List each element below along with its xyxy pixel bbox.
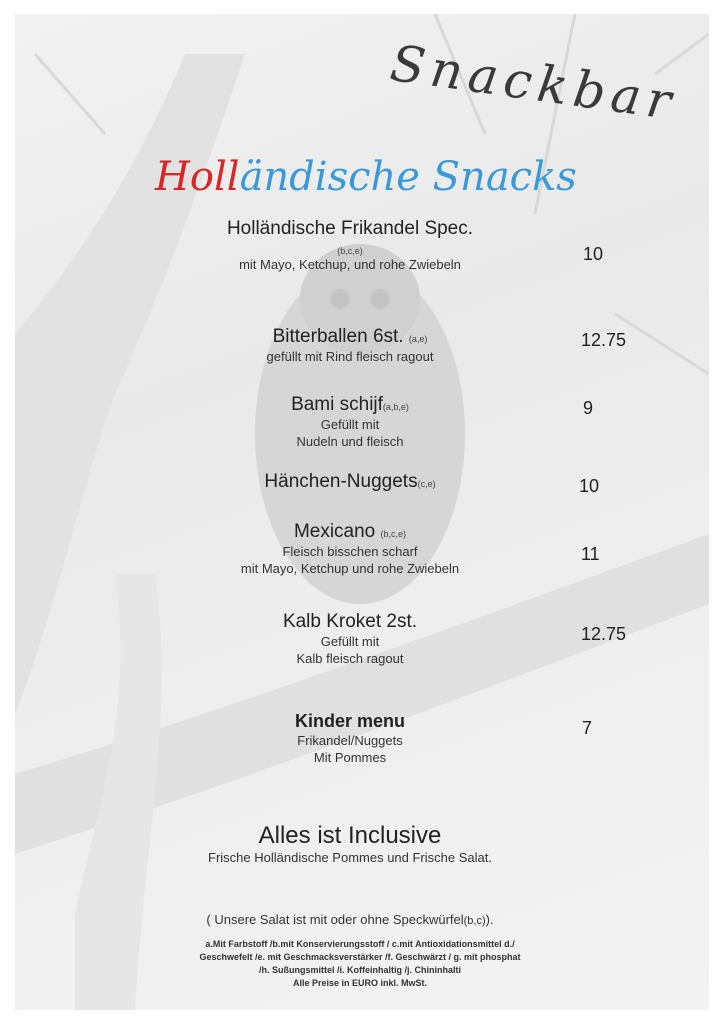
menu-item: [185, 394, 515, 450]
item-name: Kalb Kroket 2st.: [282, 611, 418, 632]
page-heading: [155, 154, 595, 206]
item-price: 7: [582, 718, 593, 738]
item-description: mit Mayo, Ketchup und rohe Zwiebeln: [240, 561, 460, 576]
menu-item: [185, 218, 515, 273]
brand-title: Snackbar: [386, 34, 681, 132]
salad-allergens: (b,c): [463, 915, 486, 927]
footnote-line: /h. Sußungsmittel /i. Koffeinhaltig /j. Chininhalti: [259, 965, 461, 975]
menu-item: [185, 611, 515, 667]
item-description: Kalb fleisch ragout: [296, 651, 404, 666]
item-allergens: (a,b,e): [382, 402, 409, 412]
item-description: Fleisch bisschen scharf: [282, 544, 418, 559]
item-price: 9: [583, 398, 594, 418]
item-description: Gefüllt mit: [320, 634, 380, 649]
inclusive-title: Alles ist Inclusive: [258, 822, 442, 849]
item-name: Bami schijf(a,b,e): [291, 394, 409, 415]
item-description: Gefüllt mit: [320, 417, 380, 432]
item-price: 10: [583, 244, 604, 264]
item-allergens: (b,c,e): [337, 246, 363, 256]
item-name: Kinder menu: [294, 711, 405, 731]
item-description: gefüllt mit Rind fleisch ragout: [266, 349, 434, 364]
item-allergens: (b,c,e): [380, 529, 407, 539]
footnote-line: Alle Preise in EURO inkl. MwSt.: [292, 978, 428, 988]
inclusive-section: [145, 822, 555, 865]
menu-page: [15, 14, 709, 1010]
item-description: mit Mayo, Ketchup, und rohe Zwiebeln: [239, 257, 461, 272]
item-name: Hänchen-Nuggets(c,e): [264, 471, 436, 492]
item-allergens: (c,e): [417, 479, 436, 489]
item-description: Mit Pommes: [313, 750, 387, 765]
menu-item: [185, 711, 515, 766]
item-price: 10: [579, 476, 600, 496]
menu-item: [185, 471, 515, 493]
heading-blue-part: ändische Snacks: [239, 154, 577, 200]
item-name: Holländische Frikandel Spec.: [226, 218, 474, 239]
item-description: Nudeln und fleisch: [296, 434, 404, 449]
menu-item: [185, 521, 515, 577]
item-description: Frikandel/Nuggets: [297, 733, 403, 748]
allergen-footnotes: [165, 938, 555, 990]
salad-note: ( Unsere Salat ist mit oder ohne Speckwürfel(b,c)).: [206, 912, 494, 927]
item-price: 12.75: [581, 624, 627, 644]
item-name: Mexicano (b,c,e): [293, 521, 407, 542]
item-name: Bitterballen 6st. (a,e): [272, 326, 428, 347]
heading-red-part: Holl: [155, 154, 240, 200]
item-allergens: (a,e): [408, 334, 428, 344]
footnote-line: a.Mit Farbstoff /b.mit Konservierungsstoff / c.mit Antioxidationsmittel d./: [205, 939, 515, 949]
item-price: 11: [581, 544, 600, 564]
menu-item: [185, 326, 515, 365]
footnote-line: Geschwefelt /e. mit Geschmacksverstärker /f. Geschwärzt / g. mit phosphat: [199, 952, 521, 962]
item-price: 12.75: [581, 330, 627, 350]
inclusive-subtitle: Frische Holländische Pommes und Frische Salat.: [208, 850, 492, 865]
